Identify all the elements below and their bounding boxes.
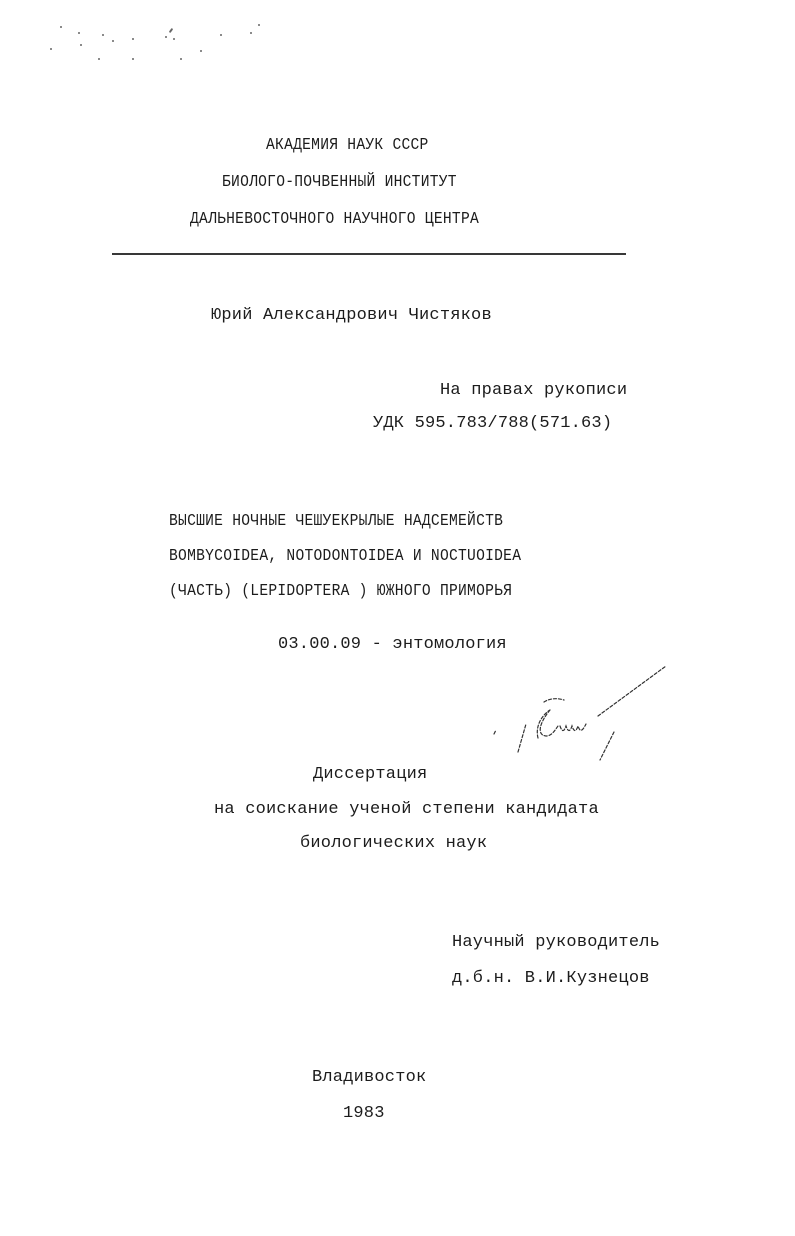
- institution-line-2: БИОЛОГО-ПОЧВЕННЫЙ ИНСТИТУТ: [222, 173, 457, 192]
- institution-line-3: ДАЛЬНЕВОСТОЧНОГО НАУЧНОГО ЦЕНТРА: [190, 210, 480, 229]
- author-name: Юрий Александрович Чистяков: [211, 306, 492, 325]
- handwritten-signature: [480, 660, 670, 770]
- institution-line-1: АКАДЕМИЯ НАУК СССР: [266, 136, 429, 155]
- year: 1983: [343, 1104, 385, 1123]
- horizontal-rule: [112, 253, 626, 255]
- degree-line-3: биологических наук: [300, 834, 488, 853]
- degree-line-2: на соискание ученой степени кандидата: [214, 800, 599, 819]
- manuscript-rights: На правах рукописи: [440, 381, 628, 400]
- title-line-2: BOMBYCOIDEA, NOTODONTOIDEA И NOCTUOIDEA: [169, 547, 522, 566]
- dissertation-label: Диссертация: [313, 765, 428, 784]
- supervisor-label: Научный руководитель: [452, 933, 661, 952]
- supervisor-name: д.б.н. В.И.Кузнецов: [452, 969, 650, 988]
- specialty-code: 03.00.09 - энтомология: [278, 635, 507, 654]
- scan-noise-specks: [40, 20, 270, 65]
- title-line-1: ВЫСШИЕ НОЧНЫЕ ЧЕШУЕКРЫЛЫЕ НАДСЕМЕЙСТВ: [169, 512, 504, 531]
- udc-code: УДК 595.783/788(571.63): [373, 414, 613, 433]
- title-line-3: (ЧАСТЬ) (LEPIDOPTERA ) ЮЖНОГО ПРИМОРЬЯ: [169, 582, 513, 601]
- city: Владивосток: [312, 1068, 427, 1087]
